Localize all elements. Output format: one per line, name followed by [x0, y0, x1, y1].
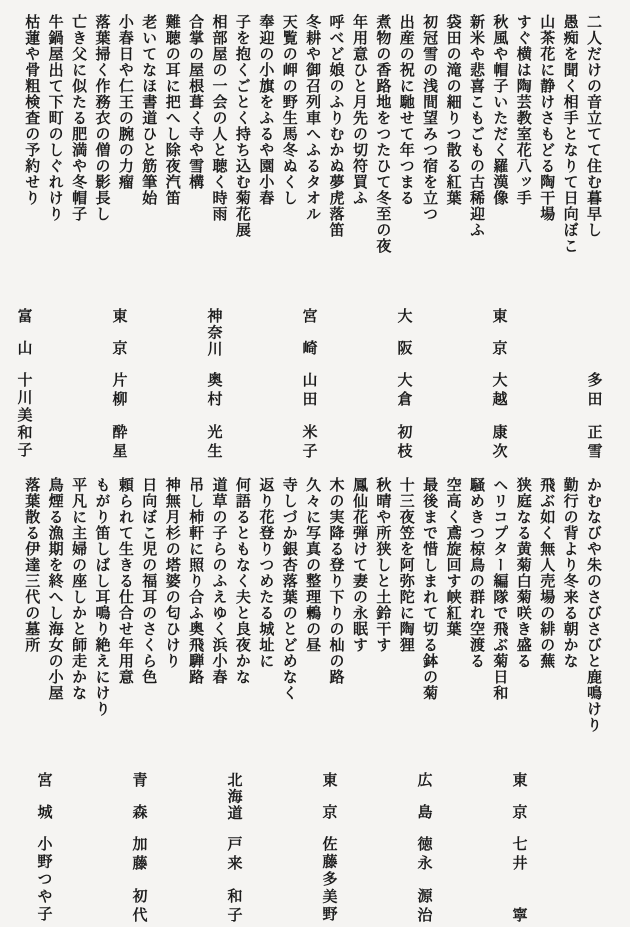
author-given-name: 寧 [510, 907, 529, 926]
author-prefecture: 東京 [110, 308, 129, 372]
author-column [131, 772, 149, 927]
author-name [15, 372, 36, 462]
author-name [395, 372, 416, 462]
haiku-block-bottom [19, 477, 605, 767]
author-family-name: 大倉 [395, 372, 414, 410]
author-entry [150, 772, 245, 927]
author-given-name: 初枝 [395, 424, 414, 462]
author-given-name: 正雪 [585, 424, 604, 462]
author-family-name: 大越 [490, 372, 509, 410]
haiku-verse: ヘリコプター編隊で飛ぶ菊日和 [491, 477, 510, 701]
haiku-verse: 煮物の香路地をつたひて冬至の夜 [374, 14, 393, 254]
author-given-name: 初代 [130, 888, 149, 926]
author-name [320, 836, 341, 926]
author-prefecture: 東京 [510, 772, 529, 836]
author-entry [320, 308, 415, 466]
author-prefecture: 北海道 [225, 772, 244, 822]
author-prefecture: 広島 [415, 772, 434, 836]
haiku-verse: 袋田の滝の細りつ散る紅葉 [444, 14, 463, 206]
author-prefecture: 宮城 [35, 772, 54, 836]
author-entry [510, 308, 605, 466]
haiku-verse: 奉迎の小旗をふるや園小春 [257, 14, 276, 206]
haiku-verse: 小春日や仁王の腕の力瘤 [116, 14, 135, 190]
author-name [300, 372, 321, 462]
haiku-verse: 難聴の耳に把へし除夜汽笛 [163, 14, 182, 206]
author-name [110, 372, 131, 462]
author-column [396, 308, 414, 466]
haiku-verse: 神無月杉の塔婆の匂ひけり [163, 477, 182, 669]
haiku-verse: 老いてなほ書道ひと筋筆始 [140, 14, 159, 206]
author-name [415, 836, 436, 926]
author-column [16, 308, 34, 466]
author-prefecture: 大阪 [395, 308, 414, 372]
haiku-verse: 寺しづか銀杏落葉のとどめなく [280, 477, 299, 701]
author-column [416, 772, 434, 927]
authors-row-bottom [0, 772, 630, 927]
author-name [130, 836, 151, 926]
author-given-name: 米子 [300, 424, 319, 462]
haiku-block-top [19, 14, 605, 304]
author-name [225, 836, 246, 926]
author-given-name: 光生 [205, 424, 224, 462]
haiku-verse: すぐ横は陶芸教室花八ッ手 [514, 14, 533, 206]
author-entry [435, 772, 530, 927]
haiku-verse: 木の実降る登り下りの杣の路 [327, 477, 346, 685]
author-column [36, 772, 54, 927]
haiku-verse: 返り花登りつめたる城址に [257, 477, 276, 669]
haiku-verse: 相部屋の一会の人と聴く時雨 [210, 14, 229, 222]
haiku-verse: 二人だけの音立てて住む暮早し [585, 14, 603, 238]
author-prefecture: 宮崎 [300, 308, 319, 372]
author-column [111, 308, 129, 466]
haiku-verse: かむなびや朱のさびさびと鹿鳴けり [585, 477, 603, 733]
haiku-verse: 十三夜笠を阿弥陀に陶狸 [397, 477, 416, 653]
author-column [226, 772, 244, 927]
author-column [301, 308, 319, 466]
author-name [490, 372, 511, 462]
haiku-verse: 頼られて生きる仕合せ年用意 [116, 477, 135, 685]
author-family-name: 片柳 [110, 372, 129, 410]
author-entry [415, 308, 510, 466]
haiku-verse: 落葉散る伊達三代の墓所 [23, 477, 42, 653]
author-prefecture: 東京 [320, 772, 339, 836]
haiku-verse: 久々に写真の整理鶫の昼 [304, 477, 323, 653]
author-column [491, 308, 509, 466]
author-family-name: 小野つや子 [35, 836, 54, 924]
author-given-name: 和子 [225, 888, 244, 926]
author-prefecture: 神奈川 [205, 308, 224, 358]
author-column [206, 308, 224, 466]
haiku-verse: 道草の子らのふえゆく浜小春 [210, 477, 229, 685]
authors-row-top [0, 308, 630, 466]
haiku-verse: 子を抱くごとく持ち込む菊花展 [233, 14, 252, 238]
haiku-verse: 狭庭なる黄菊白菊咲き盛る [514, 477, 533, 669]
haiku-verse: 秋晴や所狭しと土鈴干す [374, 477, 393, 653]
haiku-verse: 鳥煙る漁期を終へし海女の小屋 [46, 477, 65, 701]
author-family-name: 多田 [585, 372, 604, 410]
author-entry [340, 772, 435, 927]
haiku-verse: 牛鍋屋出て下町のしぐれけり [46, 14, 65, 222]
author-family-name: 佐藤多美野 [320, 836, 339, 924]
haiku-verse: 呼べど娘のふりむかぬ夢虎落笛 [327, 14, 346, 238]
author-family-name: 山田 [300, 372, 319, 410]
haiku-verse: 山茶花に静けさもどる陶干場 [538, 14, 557, 222]
author-family-name: 奥村 [205, 372, 224, 410]
haiku-verse: 枯蓮や骨粗検査の予約せり [23, 14, 42, 206]
haiku-verse: 勤行の背より冬来る朝かな [561, 477, 580, 669]
author-name [510, 836, 531, 926]
haiku-verse: 愚痴を聞く相手となりて日向ぼこ [561, 14, 580, 254]
author-name [585, 372, 606, 462]
haiku-verse: 落葉掃く作務衣の僧の影長し [93, 14, 112, 222]
author-entry [225, 308, 320, 466]
author-family-name: 十川美和子 [15, 372, 34, 460]
haiku-verse: 平凡に主婦の座しかと師走かな [70, 477, 89, 701]
author-family-name: 七井 [510, 836, 529, 874]
haiku-verse: 秋風や帽子いただく羅漢像 [491, 14, 510, 206]
author-entry [35, 308, 130, 466]
author-given-name: 酔星 [110, 424, 129, 462]
author-entry [245, 772, 340, 927]
haiku-verse: 鳳仙花弾けて妻の永眠す [350, 477, 369, 653]
haiku-verse: 年用意ひと月先の切符買ふ [350, 14, 369, 206]
haiku-verse: もがり笛しばし耳鳴り絶えにけり [93, 477, 112, 717]
haiku-verse: 日向ぼこ児の福耳のさくら色 [140, 477, 159, 685]
haiku-verse: 吊し柿軒に照り合ふ奥飛騨路 [187, 477, 206, 685]
haiku-verse: 何語るともなく夫と良夜かな [233, 477, 252, 685]
haiku-verse: 飛ぶ如く無人売場の緋の蕪 [538, 477, 557, 669]
author-entry [130, 308, 225, 466]
author-entry [55, 772, 150, 927]
haiku-verse: 冬耕や御召列車へふるタオル [304, 14, 323, 222]
author-prefecture: 青森 [130, 772, 149, 836]
author-name [35, 836, 56, 926]
author-column [511, 772, 529, 927]
haiku-verse: 出産の祝に馳せて年つまる [397, 14, 416, 206]
haiku-verse: 騒めきつ椋鳥の群れ空渡る [467, 477, 486, 669]
haiku-verse: 合掌の屋根葺く寺や雪構 [187, 14, 206, 190]
author-name [205, 372, 226, 462]
author-family-name: 戸来 [225, 836, 244, 874]
author-prefecture: 東京 [490, 308, 509, 372]
author-family-name: 徳永 [415, 836, 434, 874]
author-entry [0, 772, 55, 927]
haiku-verse: 天覧の岬の野生馬冬ぬくし [280, 14, 299, 206]
haiku-verse: 空高く鳶旋回す峡紅葉 [444, 477, 463, 637]
author-column [321, 772, 339, 927]
author-prefecture: 富山 [15, 308, 34, 372]
author-entry [0, 308, 35, 466]
haiku-verse: 最後まで惜しまれて切る鉢の菊 [421, 477, 440, 701]
haiku-verse: 亡き父に似たる肥満や冬帽子 [70, 14, 89, 222]
haiku-verse: 新米や悲喜こもごもの古稀迎ふ [467, 14, 486, 238]
haiku-verse: 初冠雪の浅間望みつ宿を立つ [421, 14, 440, 222]
author-family-name: 加藤 [130, 836, 149, 874]
author-given-name: 康次 [490, 424, 509, 462]
author-given-name: 源治 [415, 888, 434, 926]
author-column [586, 308, 604, 466]
